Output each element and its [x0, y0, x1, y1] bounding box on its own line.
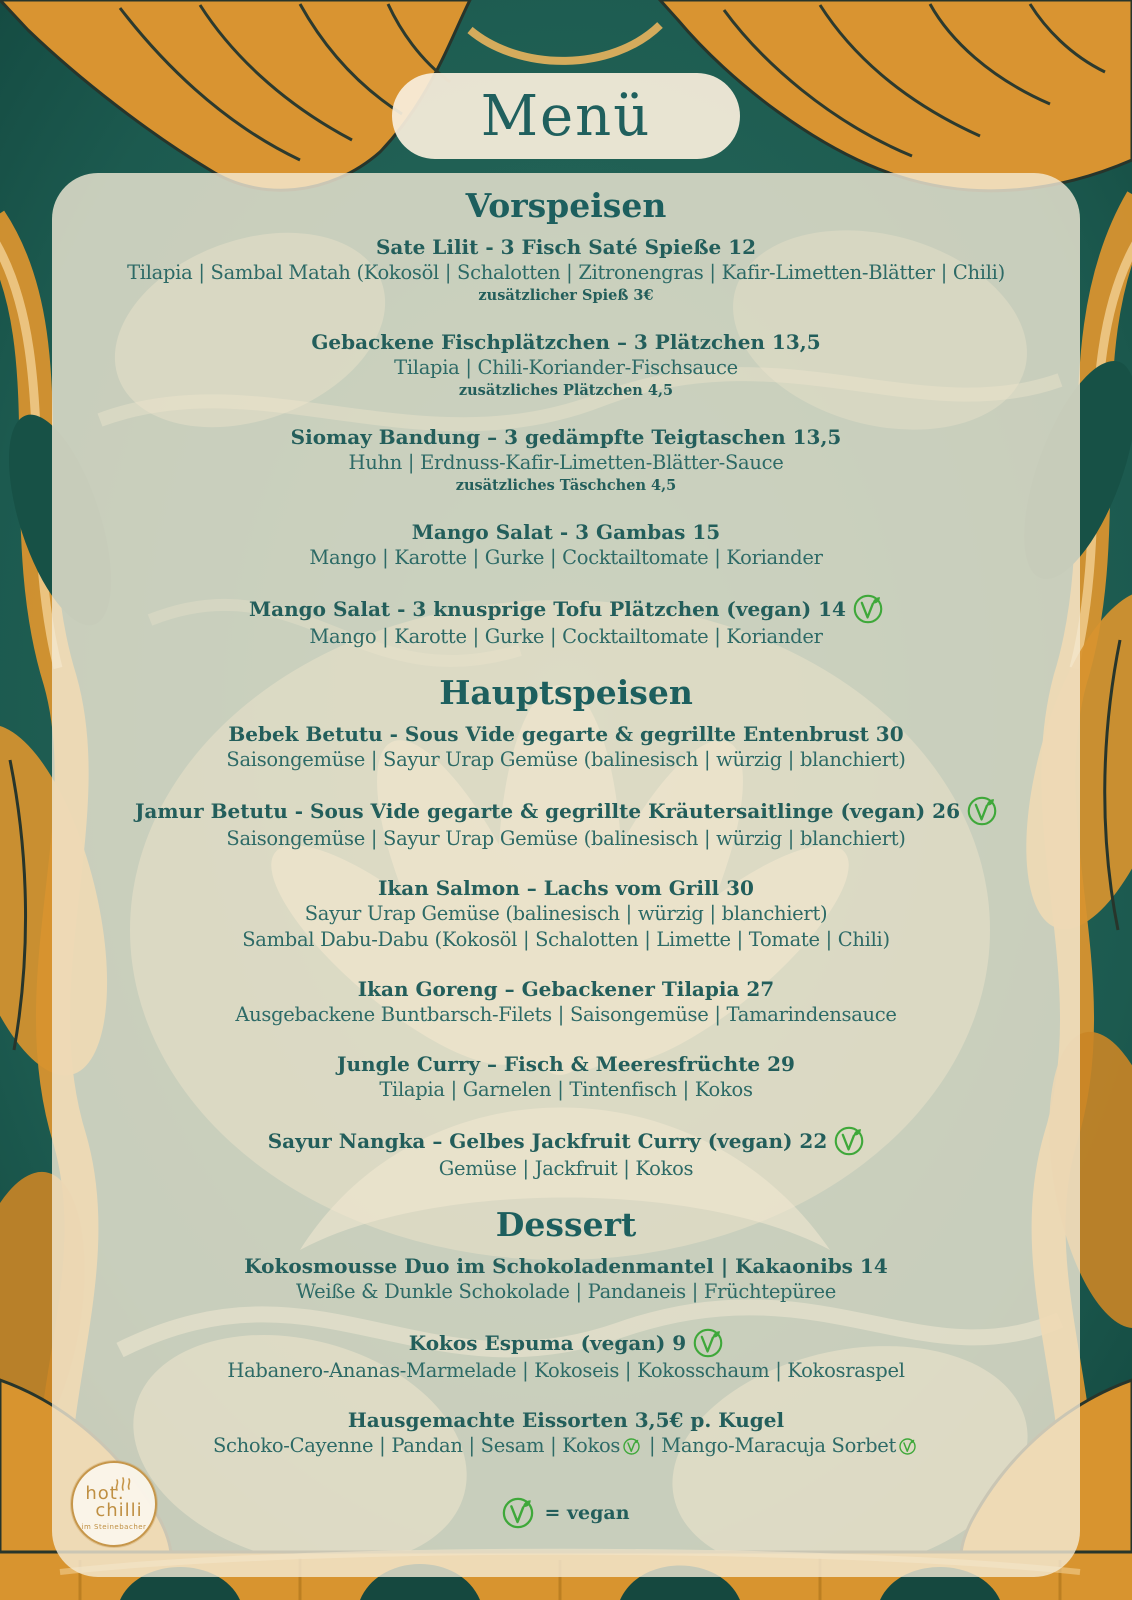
item-title: Hausgemachte Eissorten 3,5€ p. Kugel [347, 1408, 785, 1432]
steam-icon [113, 1472, 135, 1492]
vegan-icon [623, 1438, 640, 1455]
menu-item-fischplaetzchen [82, 329, 1050, 401]
item-note: zusätzlicher Spieß 3€ [478, 287, 654, 304]
item-desc: Saisongemüse | Sayur Urap Gemüse (balinesisch | würzig | blanchiert) [226, 827, 906, 850]
item-desc: Tilapia | Sambal Matah (Kokosöl | Schalotten | Zitronengras | Kafir-Limetten-Blätter | Chili) [127, 261, 1005, 284]
menu-item-kokosmousse [82, 1253, 1050, 1305]
vegan-icon [693, 1328, 723, 1358]
item-desc: Ausgebackene Buntbarsch-Filets | Saisongemüse | Tamarindensauce [235, 1003, 897, 1026]
item-title: Sayur Nangka – Gelbes Jackfruit Curry (vegan) 22 [267, 1129, 828, 1153]
item-desc: Habanero-Ananas-Marmelade | Kokoseis | Kokosschaum | Kokosraspel [227, 1359, 905, 1382]
item-desc: Gemüse | Jackfruit | Kokos [438, 1157, 694, 1180]
menu-item-mango-salat-gambas [82, 519, 1050, 571]
item-title: Sate Lilit - 3 Fisch Saté Spieße 12 [375, 235, 757, 259]
section-heading-hauptspeisen: Hauptspeisen [439, 673, 693, 712]
item-desc: Saisongemüse | Sayur Urap Gemüse (balinesisch | würzig | blanchiert) [226, 748, 906, 771]
item-title: Kokos Espuma (vegan) 9 [408, 1331, 687, 1355]
item-title: Mango Salat - 3 knusprige Tofu Plätzchen (vegan) 14 [249, 597, 846, 621]
item-title: Jungle Curry – Fisch & Meeresfrüchte 29 [337, 1052, 795, 1076]
item-title: Jamur Betutu - Sous Vide gegarte & gegrillte Kräutersaitlinge (vegan) 26 [134, 799, 961, 823]
item-desc-part: | Mango-Maracuja Sorbet [643, 1434, 897, 1457]
menu-item-mango-salat-tofu [82, 594, 1050, 650]
menu-panel [52, 173, 1080, 1577]
section-heading-dessert: Dessert [495, 1205, 637, 1244]
vegan-icon [834, 1126, 864, 1156]
item-title: Kokosmousse Duo im Schokoladenmantel | Kakaonibs 14 [244, 1254, 888, 1278]
item-title: Ikan Goreng – Gebackener Tilapia 27 [357, 977, 775, 1001]
vegan-icon [899, 1438, 916, 1455]
menu-item-ikan-goreng [82, 976, 1050, 1028]
page-title: Menü [480, 83, 652, 149]
item-desc: Mango | Karotte | Gurke | Cocktailtomate | Koriander [309, 546, 823, 569]
menu-item-sayur-nangka [82, 1126, 1050, 1182]
menu-title-pill [392, 73, 740, 159]
vegan-legend-label: = vegan [544, 1502, 630, 1524]
menu-item-kokos-espuma [82, 1328, 1050, 1384]
item-note: zusätzliches Plätzchen 4,5 [458, 382, 674, 399]
item-desc: Tilapia | Garnelen | Tintenfisch | Kokos [379, 1078, 753, 1101]
menu-item-bebek-betutu [82, 721, 1050, 773]
item-desc: Mango | Karotte | Gurke | Cocktailtomate | Koriander [309, 625, 823, 648]
menu-item-sate-lilit [82, 234, 1050, 306]
logo-line2: chilli [95, 1500, 143, 1521]
item-title: Ikan Salmon – Lachs vom Grill 30 [378, 876, 754, 900]
item-title: Siomay Bandung – 3 gedämpfte Teigtaschen 13,5 [290, 425, 842, 449]
menu-item-ikan-salmon [82, 875, 1050, 953]
vegan-icon [502, 1497, 534, 1529]
item-desc: Sayur Urap Gemüse (balinesisch | würzig | blanchiert) [304, 902, 828, 925]
logo-subtitle: im Steinebacher [81, 1523, 147, 1531]
item-title: Bebek Betutu - Sous Vide gegarte & gegrillte Entenbrust 30 [228, 722, 904, 746]
restaurant-logo [71, 1461, 157, 1547]
item-desc-part: Schoko-Cayenne | Pandan | Sesam | Kokos [212, 1434, 621, 1457]
vegan-icon [853, 594, 883, 624]
item-title: Gebackene Fischplätzchen – 3 Plätzchen 13,5 [311, 330, 821, 354]
item-note: zusätzliches Täschchen 4,5 [455, 477, 677, 494]
menu-item-siomay-bandung [82, 424, 1050, 496]
vegan-legend [82, 1497, 1050, 1529]
logo-line1: hot. [85, 1483, 125, 1504]
section-heading-vorspeisen: Vorspeisen [465, 186, 667, 225]
menu-item-eissorten [82, 1407, 1050, 1459]
item-desc: Sambal Dabu-Dabu (Kokosöl | Schalotten | Limette | Tomate | Chili) [242, 928, 890, 951]
vegan-icon [967, 796, 997, 826]
menu-item-jungle-curry [82, 1051, 1050, 1103]
item-desc: Weiße & Dunkle Schokolade | Pandaneis | Früchtepüree [295, 1280, 837, 1303]
menu-item-jamur-betutu [82, 796, 1050, 852]
item-title: Mango Salat - 3 Gambas 15 [411, 520, 721, 544]
item-desc: Huhn | Erdnuss-Kafir-Limetten-Blätter-Sauce [348, 451, 784, 474]
item-desc: Tilapia | Chili-Koriander-Fischsauce [394, 356, 738, 379]
